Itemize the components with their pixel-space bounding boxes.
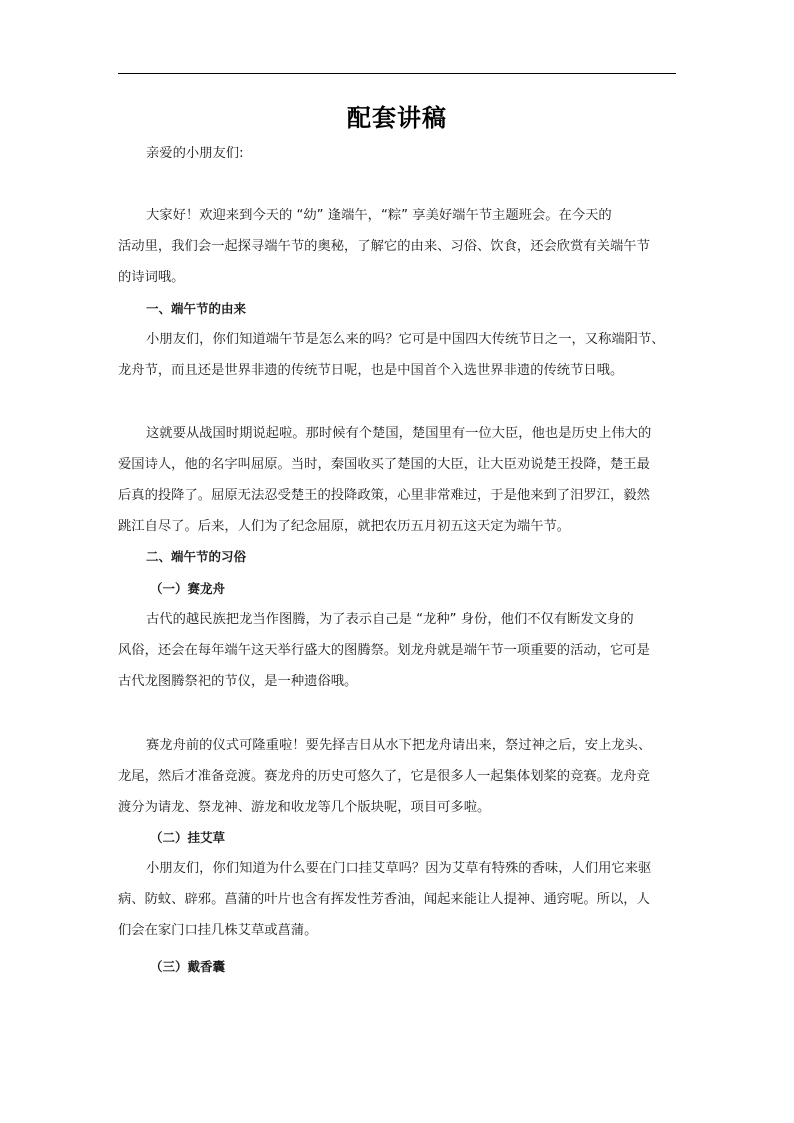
paragraph-line: 古代的越民族把龙当作图腾，为了表示自己是 “龙种” 身份，他们不仅有断发文身的	[146, 612, 634, 627]
paragraph-line: 活动里，我们会一起探寻端午节的奥秘，了解它的由来、习俗、饮食，还会欣赏有关端午节	[118, 239, 650, 254]
dragon-boat-paragraph-1	[118, 604, 678, 697]
subheading-sachet: （三）戴香囊	[150, 959, 226, 974]
paragraph-line: 大家好！欢迎来到今天的 “幼” 逢端午，“粽” 享美好端午节主题班会。在今天的	[146, 208, 612, 223]
paragraph-line: 古代龙图腾祭祀的节仪，是一种遗俗哦。	[118, 674, 358, 689]
paragraph-line: 爱国诗人，他的名字叫屈原。当时，秦国收买了楚国的大臣，让大臣劝说楚王投降，楚王最	[118, 457, 650, 472]
paragraph-line: 跳江自尽了。后来，人们为了纪念屈原，就把农历五月初五这天定为端午节。	[118, 519, 571, 534]
paragraph-line: 的诗词哦。	[118, 270, 185, 285]
intro-paragraph	[118, 200, 678, 293]
paragraph-line: 风俗，还会在每年端午这天举行盛大的图腾祭。划龙舟就是端午节一项重要的活动，它可是	[118, 643, 650, 658]
paragraph-line: 小朋友们，你们知道端午节是怎么来的吗？它可是中国四大传统节日之一，又称端阳节、	[146, 332, 665, 347]
paragraph-line: 渡分为请龙、祭龙神、游龙和收龙等几个版块呢，项目可多啦。	[118, 800, 491, 815]
greeting	[118, 138, 678, 169]
paragraph-line: 病、防蚊、辟邪。菖蒲的叶片也含有挥发性芳香油，闻起来能让人提神、通窍呢。所以，人	[118, 892, 650, 907]
paragraph-line: 龙尾，然后才准备竞渡。赛龙舟的历史可悠久了，它是很多人一起集体划桨的竞赛。龙舟竞	[118, 769, 650, 784]
dragon-boat-paragraph-2	[118, 730, 678, 823]
paragraph-line: 们会在家门口挂几株艾草或菖蒲。	[118, 923, 318, 938]
section-heading-origin: 一、端午节的由来	[146, 301, 247, 316]
paragraph-line: 赛龙舟前的仪式可隆重啦！要先择吉日从水下把龙舟请出来，祭过神之后，安上龙头、	[146, 738, 652, 753]
paragraph-line: 这就要从战国时期说起啦。那时候有个楚国，楚国里有一位大臣，他也是历史上伟大的	[146, 426, 652, 441]
subheading-dragon-boat: （一）赛龙舟	[150, 581, 226, 596]
header-rule	[118, 73, 676, 74]
section-heading-customs: 二、端午节的习俗	[146, 549, 247, 564]
origin-paragraph-1	[118, 324, 678, 386]
paragraph-line: 后真的投降了。屈原无法忍受楚王的投降政策，心里非常难过，于是他来到了汨罗江，毅然	[118, 488, 650, 503]
document-title: 配套讲稿	[347, 103, 447, 132]
paragraph-line: 小朋友们，你们知道为什么要在门口挂艾草吗？因为艾草有特殊的香味，人们用它来驱	[146, 861, 652, 876]
subheading-hang-mugwort: （二）挂艾草	[150, 830, 226, 845]
origin-paragraph-2	[118, 418, 678, 542]
greeting-text: 亲爱的小朋友们:	[146, 146, 244, 161]
paragraph-line: 龙舟节，而且还是世界非遗的传统节日呢，也是中国首个入选世界非遗的传统节日哦。	[118, 363, 624, 378]
mugwort-paragraph	[118, 853, 678, 946]
